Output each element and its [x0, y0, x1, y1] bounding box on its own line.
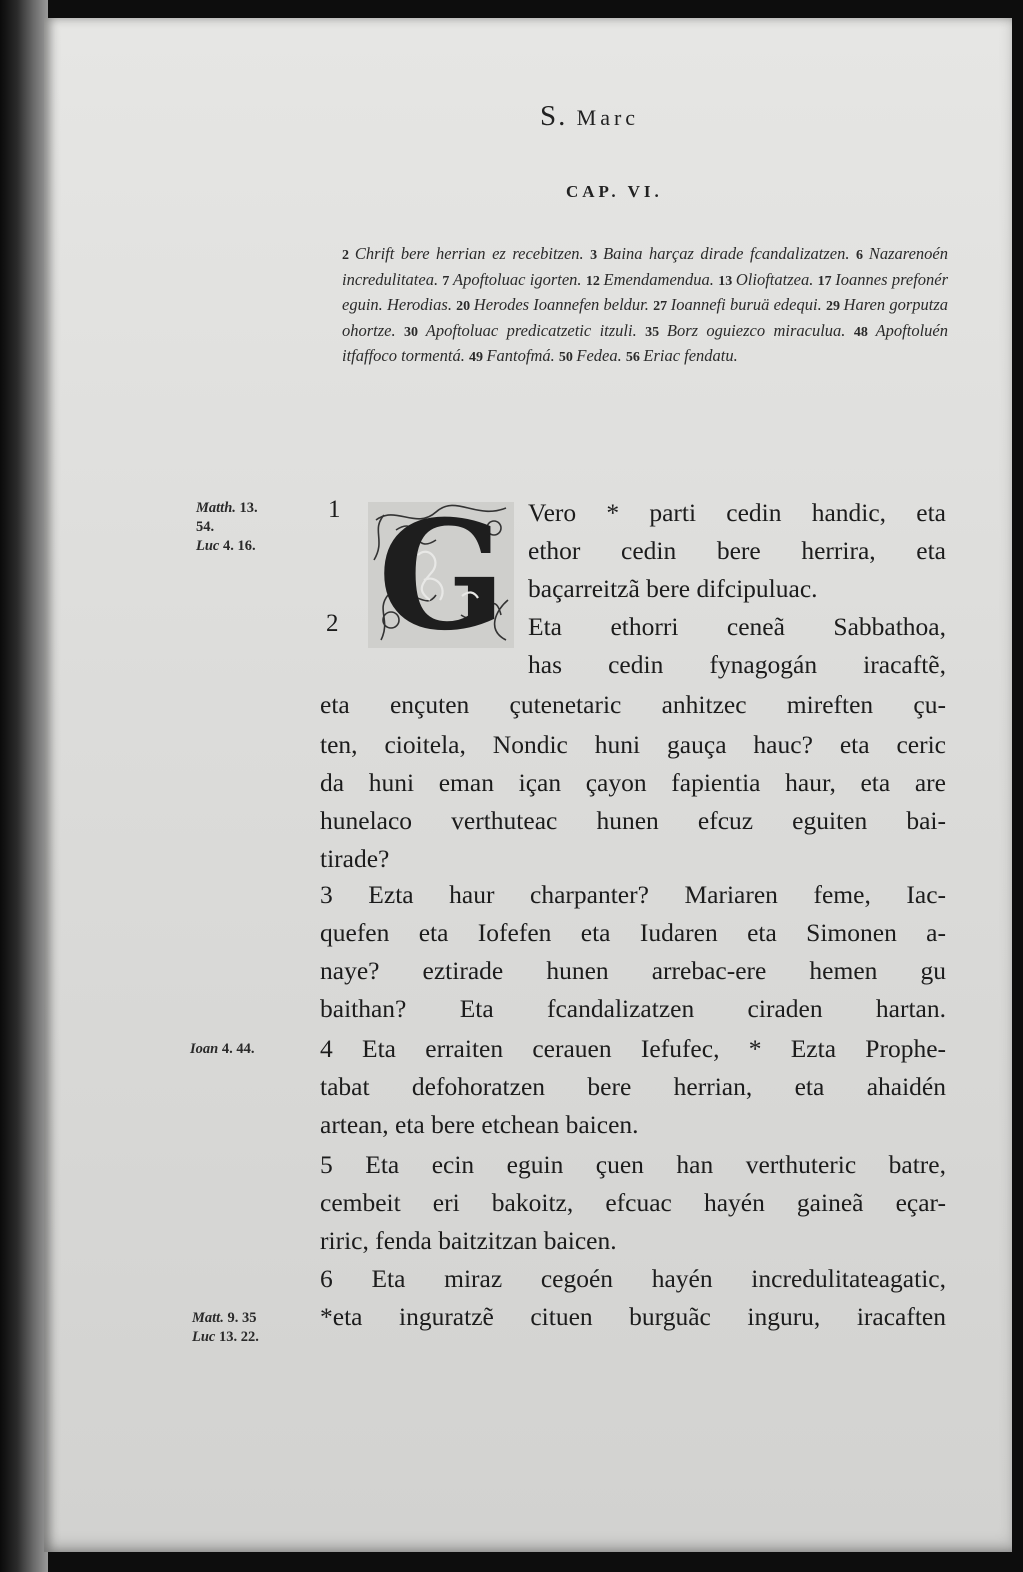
running-head-prefix: S. [540, 100, 568, 132]
ref-book: Matth. [196, 500, 236, 516]
text-line: tirade? [320, 844, 390, 873]
summary-entry: Ioannefi buruä edequi. [670, 295, 826, 314]
text-line: da huni eman içan çayon fapientia haur, eta are [320, 768, 946, 797]
summary-entry: Fedea. [576, 346, 626, 365]
text-line: Eta ethorri ceneã Sabbathoa, [528, 612, 946, 641]
summary-verse-number: 13 [718, 273, 736, 289]
summary-verse-number: 20 [456, 299, 474, 314]
book-spine-shadow [0, 0, 48, 1572]
summary-verse-number: 35 [645, 324, 667, 340]
ref-book: Matt. [192, 1310, 224, 1326]
text-line: quefen eta Iofefen eta Iudaren eta Simonen a- [320, 918, 946, 947]
text-line: has cedin fynagogán iracaftẽ, [528, 650, 946, 679]
ref-book: Ioan [190, 1041, 219, 1057]
summary-verse-number: 50 [558, 350, 577, 365]
summary-entry: Herodes Ioannefen beldur. [473, 295, 654, 314]
summary-entry: Emendamendua. [603, 269, 719, 289]
summary-entry: Ioannes prefonér eguin. Herodias. [342, 269, 949, 314]
text-line: cembeit eri bakoitz, efcuac hayén gaineã eçar- [320, 1188, 946, 1217]
text-line: 4 Eta erraiten cerauen Iefufec, * Ezta Prophe- [320, 1034, 946, 1063]
text-line: ethor cedin bere herrira, eta [528, 536, 946, 565]
summary-verse-number: 6 [855, 248, 869, 263]
verse-number: 1 [328, 496, 341, 523]
text-line: ten, cioitela, Nondic huni gauça hauc? eta ceric [320, 730, 946, 759]
summary-verse-number: 3 [590, 248, 604, 263]
ref-number: 13. [239, 500, 258, 516]
summary-entry: Chrift bere herrian ez recebitzen. [354, 244, 591, 263]
text-line: naye? eztirade hunen arrebac-ere hemen gu [320, 956, 946, 985]
summary-verse-number: 30 [404, 324, 426, 340]
summary-verse-number: 2 [342, 248, 355, 263]
summary-entry: Haren gorputza ohortze. [342, 295, 949, 340]
running-head-title: Marc [576, 105, 640, 130]
summary-entry: Baina harçaz dirade fcandalizatzen. [603, 244, 856, 263]
ref-number: 54. [196, 519, 215, 535]
summary-verse-number: 17 [817, 273, 836, 289]
text-line: *eta inguratzẽ cituen burguãc inguru, iracaften [320, 1302, 946, 1331]
text-line: hunelaco verthuteac hunen efcuz eguiten bai- [320, 806, 946, 835]
margin-note-cross-reference [192, 1309, 259, 1347]
text-line: 5 Eta ecin eguin çuen han verthuteric batre, [320, 1150, 946, 1179]
text-line: baçarreitzã bere difcipuluac. [528, 574, 818, 603]
summary-entry: Borz oguiezco miraculua. [666, 320, 854, 340]
summary-verse-number: 12 [585, 273, 604, 289]
summary-entry: Apoftoluac igorten. [453, 269, 586, 289]
ref-number: 13. 22. [218, 1329, 259, 1345]
running-head [540, 100, 639, 133]
ref-number: 4. 44. [221, 1041, 255, 1057]
ref-book: Luc [196, 538, 220, 554]
text-line: artean, eta bere etchean baicen. [320, 1110, 639, 1139]
summary-verse-number: 29 [825, 299, 844, 314]
summary-entry: Apoftoluén itfaffoco tormentá. [342, 320, 948, 365]
initial-letter: G [377, 500, 507, 650]
summary-verse-number: 49 [468, 350, 487, 365]
summary-entry: Olioftatzea. [735, 269, 818, 289]
text-line: riric, fenda baitzitzan baicen. [320, 1226, 617, 1255]
ref-book: Luc [192, 1329, 216, 1345]
summary-verse-number: 48 [853, 324, 876, 340]
text-line: 3 Ezta haur charpanter? Mariaren feme, Iac- [320, 880, 946, 909]
summary-verse-number: 56 [625, 350, 644, 365]
summary-entry: Eriac fendatu. [643, 346, 738, 365]
summary-entry: Apoftoluac predicatzetic itzuli. [425, 320, 646, 340]
summary-verse-number: 27 [653, 299, 671, 314]
chapter-heading: CAP. VI. [566, 182, 663, 201]
summary-entry: Fantofmá. [486, 346, 559, 365]
text-line: baithan? Eta fcandalizatzen ciraden hartan. [320, 994, 946, 1023]
verse-number: 2 [326, 610, 339, 637]
margin-note-cross-reference [196, 499, 258, 556]
summary-verse-number: 7 [442, 273, 454, 289]
text-line: 6 Eta miraz cegoén hayén incredulitateagatic, [320, 1264, 946, 1293]
margin-note-cross-reference [190, 1040, 254, 1059]
ref-number: 4. 16. [222, 538, 256, 554]
text-line: eta ençuten çutenetaric anhitzec mireften çu- [320, 690, 946, 719]
summary-entry: Nazarenoén incredulitatea. [342, 244, 949, 289]
text-line: Vero * parti cedin handic, eta [528, 498, 946, 527]
text-line: tabat defohoratzen bere herrian, eta ahaidén [320, 1072, 946, 1101]
decorated-initial-icon [366, 500, 516, 650]
chapter-summary [342, 242, 948, 370]
ref-number: 9. 35 [227, 1310, 257, 1326]
